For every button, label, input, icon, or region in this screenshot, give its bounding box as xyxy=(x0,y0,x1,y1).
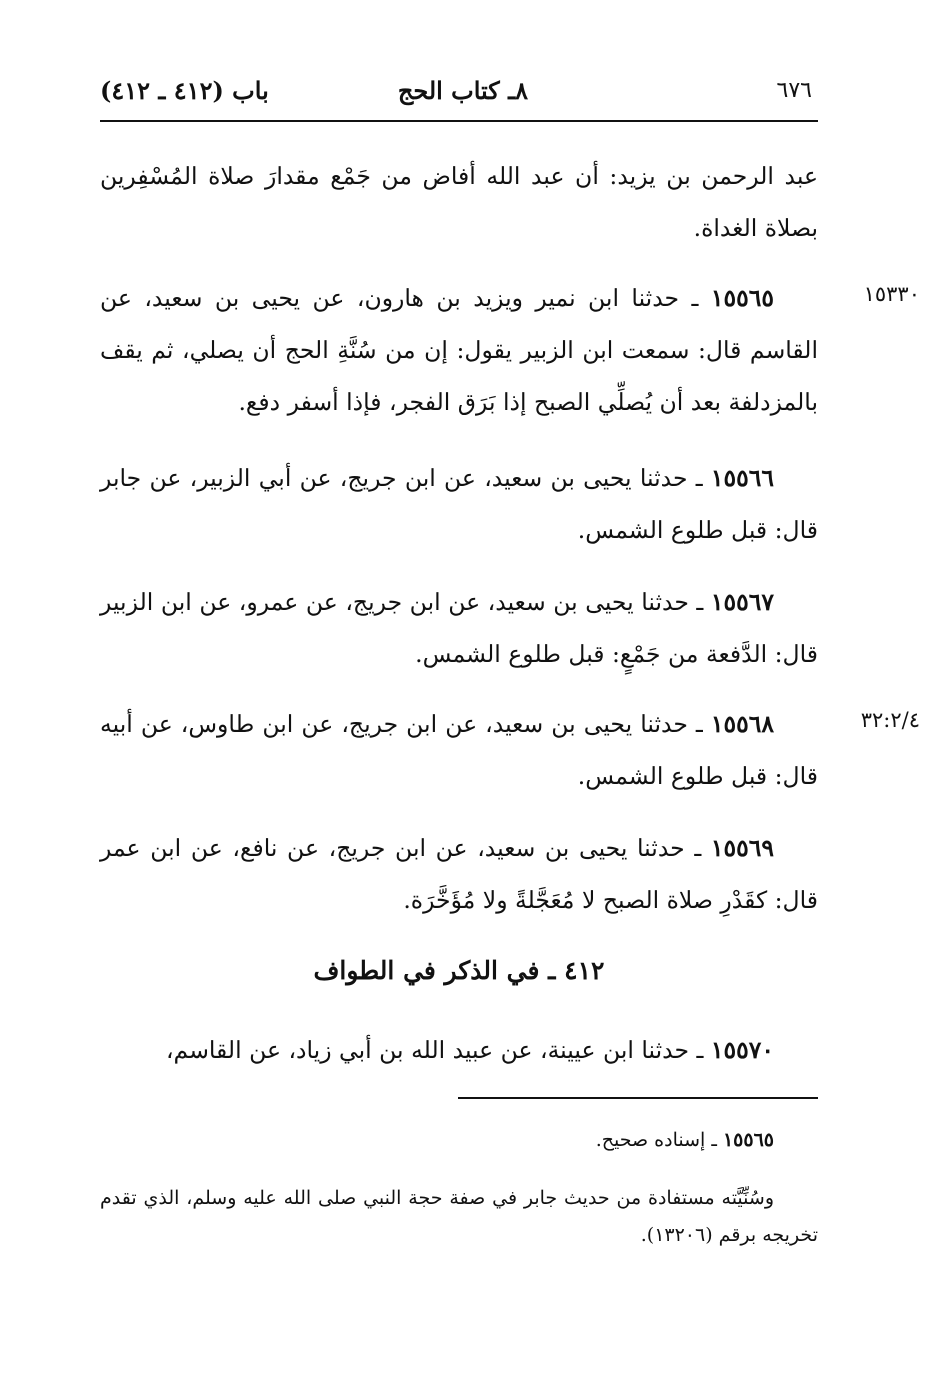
hadith-paragraph xyxy=(100,576,818,680)
hadith-paragraph xyxy=(100,1024,818,1076)
page-header xyxy=(100,74,818,118)
hadith-paragraph xyxy=(100,698,818,802)
footnote-number: ١٥٥٦٥ xyxy=(722,1129,774,1151)
book-title: ٨ـ كتاب الحج xyxy=(397,76,528,105)
hadith-number: ١٥٥٦٥ xyxy=(710,284,774,312)
intro-paragraph xyxy=(100,150,818,254)
chapter-range: باب (٤١٢ ـ ٤١٢) xyxy=(100,76,269,105)
hadith-paragraph xyxy=(100,272,818,428)
hadith-paragraph xyxy=(100,452,818,556)
intro-text: عبد الرحمن بن يزيد: أن عبد الله أفاض من جَمْع مقدارَ صلاة المُسْفِرين بصلاة الغداة. xyxy=(100,162,818,242)
hadith-text: ـ حدثنا ابن عيينة، عن عبيد الله بن أبي زياد، عن القاسم، xyxy=(165,1036,704,1064)
hadith-text: ـ حدثنا يحيى بن سعيد، عن ابن جريج، عن عمرو، عن ابن الزبير قال: الدَّفعة من جَمْعٍ: قبل طلوع الشمس. xyxy=(100,588,818,668)
margin-reference: ٣٢:٢/٤ xyxy=(860,708,920,732)
hadith-number: ١٥٥٦٧ xyxy=(710,588,774,616)
section-heading: ٤١٢ ـ في الذكر في الطواف xyxy=(313,956,605,985)
hadith-number: ١٥٥٧٠ xyxy=(710,1036,774,1064)
hadith-text: ـ حدثنا يحيى بن سعيد، عن ابن جريج، عن ابن طاوس، عن أبيه قال: قبل طلوع الشمس. xyxy=(100,710,818,790)
hadith-text: ـ حدثنا يحيى بن سعيد، عن ابن جريج، عن أبي الزبير، عن جابر قال: قبل طلوع الشمس. xyxy=(100,464,818,544)
hadith-number: ١٥٥٦٩ xyxy=(710,834,774,862)
hadith-number: ١٥٥٦٨ xyxy=(710,710,774,738)
footnote-rule xyxy=(458,1097,818,1099)
hadith-text: ـ حدثنا ابن نمير ويزيد بن هارون، عن يحيى بن سعيد، عن القاسم قال: سمعت ابن الزبير يقول: إن من سُنَّةِ الحج أن يصلي، ثم يقف بالمزدلفة بعد أن يُصلِّي الصبح إذا بَرَق الفجر، فإذا أسفر دفع. xyxy=(100,284,818,416)
margin-reference: ١٥٣٣٠ xyxy=(863,282,920,306)
footnote-continuation xyxy=(100,1180,818,1254)
footnote xyxy=(100,1122,818,1159)
footnote-text: وسُنِّيَّته مستفادة من حديث جابر في صفة حجة النبي صلى الله عليه وسلم، الذي تقدم تخريجه برقم (١٣٢٠٦). xyxy=(100,1187,818,1246)
header-rule xyxy=(100,120,818,122)
hadith-number: ١٥٥٦٦ xyxy=(710,464,774,492)
footnote-text: ـ إسناده صحيح. xyxy=(595,1129,717,1151)
hadith-paragraph xyxy=(100,822,818,926)
page-number: ٦٧٦ xyxy=(776,78,812,103)
hadith-text: ـ حدثنا يحيى بن سعيد، عن ابن جريج، عن نافع، عن ابن عمر قال: كقَدْرِ صلاة الصبح لا مُعَجَّلةً ولا مُؤَخَّرَة. xyxy=(100,834,818,914)
